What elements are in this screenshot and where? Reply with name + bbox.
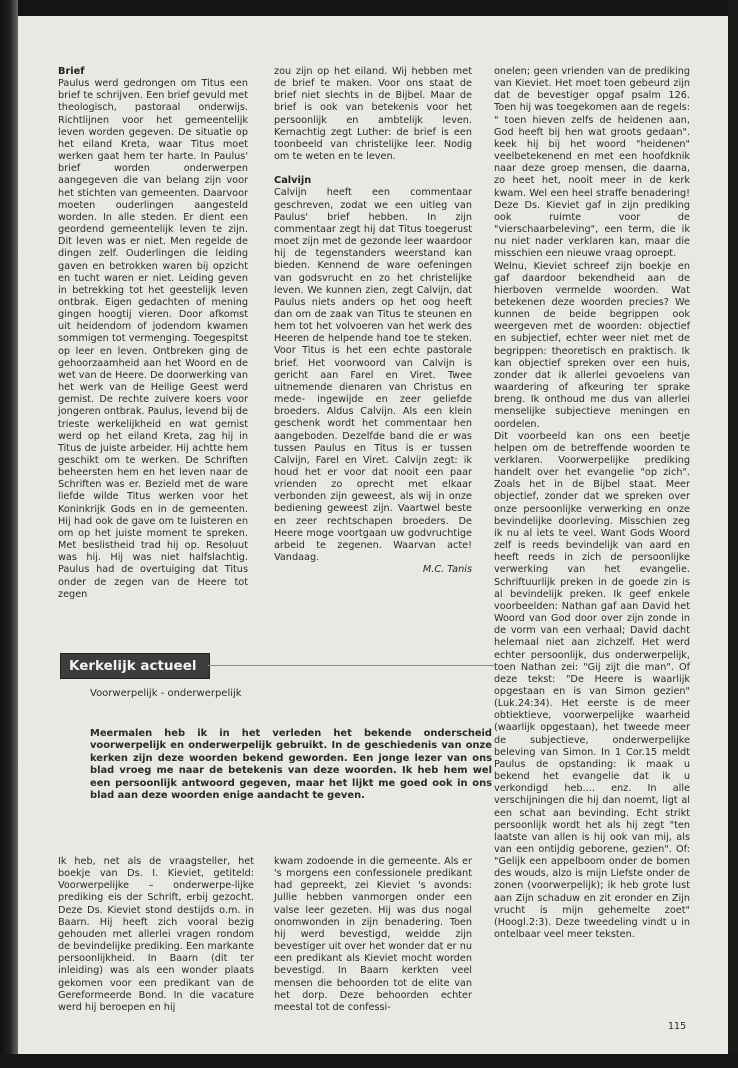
page-number: 115 [668, 1021, 687, 1032]
magazine-page [18, 16, 728, 1054]
paragraph: Calvijn heeft een commentaar geschreven, zodat we een uitleg van Paulus' brief hebben. In zijn commentaar zegt hij dat Titus toegerust moet zijn met de gezonde leer waardoor hij de tegenstanders weerstand kan bieden. Kennend de ware oefeningen van godsvrucht en zo het christelijke leven. We kunnen zien, zegt Calvijn, dat Paulus niets anders op het oog heeft dan om de zaak van Titus te steunen en hem tot het volvoeren van het werk des Heeren de helpende hand toe te steken. Voor Titus is het een echte pastorale brief. Het voorwoord van Calvijn is gericht aan Farel en Viret. Twee uitnemende dienaren van Christus en mede- ingewijde en zeer geliefde broeders. Aldus Calvijn. Als een klein geschenk wordt het commentaar hen aangeboden. Dezelfde band die er was tussen Paulus en Titus is er tussen Calvijn, Farel en Viret. Calvijn zegt: ik houd het er voor dat nooit een paar vrienden zo oprecht met elkaar verbonden zijn geweest, als wij in onze bediening geweest zijn. Vaartwel beste en zeer rechtschapen broeders. De Heere moge voortgaan uw godvruchtige arbeid te zegenen. Waarvan acte! Vandaag. [274, 187, 472, 564]
scan-right-edge [728, 0, 738, 1068]
top-article-column-2 [274, 66, 472, 576]
article-intro: Meermalen heb ik in het verleden het bekende onderscheid voorwerpelijk en onderwerpelijk gebruikt. In de geschiedenis van onze kerken zijn deze woorden bekend geworden. Een jonge lezer van ons blad vroeg me naar de betekenis van deze woorden. Ik heb hem wel een persoonlijk antwoord gegeven, maar het lijkt me goed ook in ons blad aan deze woorden enige aandacht te geven. [90, 728, 492, 802]
lower-article-column-2 [274, 856, 472, 1014]
lower-article-column-1 [58, 856, 254, 1014]
scan-binding-edge [0, 0, 18, 1068]
top-article-column-1 [58, 66, 248, 601]
section-banner-label: Kerkelijk actueel [69, 658, 197, 674]
paragraph: onelen; geen vrienden van de prediking van Kieviet. Het moet toen gebeurd zijn dat de bevestiger opgaf psalm 126. Toen hij was toegekomen aan de regels: " toen hieven zelfs de heidenen aan, God heeft bij hen wat groots gedaan". keek hij bij het woord "heidenen" veelbetekenend en met een hoofdknik naar deze groep mensen, die daarna, zo heet het, nooit meer in de kerk kwam. Wel een heel straffe benadering! Deze Ds. Kieviet gaf in zijn prediking ook ruimte voor de "vierschaarbeleving", een term, die ik nu niet nader verklaren kan, maar die misschien een nieuwe vraag oproept. [494, 66, 690, 260]
paragraph: zou zijn op het eiland. Wij hebben met de brief te maken. Voor ons staat de brief niet slechts in de Bijbel. Maar de brief is ook van betekenis voor het persoonlijk en ambtelijk leven. Kernachtig zegt Luther: de brief is een toonbeeld van christelijke leer. Nodig om te weten en te leven. [274, 66, 472, 163]
section-banner [60, 653, 210, 679]
paragraph: Paulus werd gedrongen om Titus een brief te schrijven. Een brief gevuld met theologisch, pastoraal onderwijs. Richtlijnen voor het gemeentelijk leven worden gegeven. De situatie op het eiland Kreta, waar Titus moet werken gaat hem ter harte. In Paulus' brief worden onderwerpen aangegeven die van belang zijn voor het stichten van gemeenten. Daarvoor moeten ouderlingen aangesteld worden. In alle steden. Er dient een geordend gemeentelijk leven te zijn. Dit leven was er niet. Men regelde de dingen zelf. Ouderlingen die leiding gaven en betrokken waren bij opzicht en tucht waren er niet. Leiding geven in betrekking tot het geestelijk leven ontbrak. Eigen gedachten of mening gingen hoogtij vieren. Door afkomst uit heidendom of jodendom kwamen sommigen tot vermenging. Toegespitst op leer en leven. Ontbreken ging de gehoorzaamheid aan het Woord en de wet van de Heere. De doorwerking van het werk van de Heilige Geest werd gemist. De rechte zuivere koers voor jongeren ontbrak. Paulus, levend bij de trieste werkelijkheid en wat gemist werd op het eiland Kreta, zag hij in Titus de juiste arbeider. Hij achtte hem geschikt om te werken. De Schriften beheersten hem en het leven naar de Schriften was er. Bezield met de ware liefde wilde Titus werken voor het Koninkrijk Gods en in de gemeenten. Hij had ook de gave om te luisteren en om op het juiste moment te spreken. Met beslistheid trad hij op. Resoluut was hij. Hij was niet halfslachtig. Paulus had de overtuiging dat Titus onder de zegen van de Heere tot zegen [58, 78, 248, 600]
paragraph: kwam zodoende in die gemeente. Als er 's morgens een confessionele predikant had gepreekt, zei Kieviet 's avonds: Jullie hebben vanmorgen onder een valse leer gezeten. Hij was dus nogal onomwonden in zijn benadering. Toen hij werd bevestigd, weidde zijn bevestiger uit over het wonder dat er nu een predikant als Kieviet mocht worden bevestigd. In Baarn kerkten veel mensen die behoorden tot de elite van het dorp. Deze behoorden echter meestal tot de confessi- [274, 856, 472, 1013]
scan-bottom-edge [0, 1054, 738, 1068]
spacer [274, 163, 472, 175]
scan-top-edge [0, 0, 738, 16]
article-subheading: Voorwerpelijk - onderwerpelijk [90, 688, 242, 699]
paragraph: Ik heb, net als de vraagsteller, het boekje van Ds. I. Kieviet, getiteld: Voorwerpelijke – onderwerpe-lijke prediking eis der Schrift, erbij gezocht. Deze Ds. Kieviet stond destijds o.m. in Baarn. Hij heeft zich vooral bezig gehouden met allerlei vragen rondom de bevindelijke prediking. Een markante persoonlijkheid. In Baarn (dit ter inleiding) was als een wonder plaats gekomen voor een predikant van de Gereformeerde Bond. In die vacature werd hij beroepen en hij [58, 856, 254, 1013]
heading-brief: Brief [58, 66, 85, 77]
paragraph: Welnu, Kieviet schreef zijn boekje en gaf daardoor bekendheid aan de hierboven vermelde woorden. Wat betekenen deze woorden precies? We kunnen de beide begrippen ook weergeven met de woorden: objectief en subjectief, echter weer niet met de begrippen: theoretisch en praktisch. Ik kan objectief spreken over een huis, zonder dat ik allerlei gevoelens van waardering of afkeuring ter sprake breng. Ik onthoud me dus van allerlei menselijke subjectieve meningen en oordelen. [494, 260, 690, 430]
signature: M.C. Tanis [422, 564, 472, 576]
banner-rule [208, 665, 494, 666]
heading-calvijn: Calvijn [274, 175, 312, 187]
article-column-3 [494, 66, 690, 941]
paragraph: Dit voorbeeld kan ons een beetje helpen om de betreffende woorden te verklaren. Voorwerpelijke prediking handelt over het evangelie "op zich". Zoals het in de Bijbel staat. Meer objectief, zonder dat we spreken over onze persoonlijke verwerking en onze bevindelijke doorleving. Misschien zeg ik nu al iets te veel. Want Gods Woord zelf is reeds bevindelijk van aard en heeft reeds in zich de persoonlijke verwerking van het evangelie. Schriftuurlijk preken in de goede zin is al bevindelijk preken. Ik geef enkele voorbeelden: Nathan gaf aan David het Woord van God door over zijn zonde in de vorm van een verhaal; David dacht helemaal niet aan zichzelf. Het werd echter persoonlijk, dus onderwerpelijk, toen Nathan zei: "Gij zijt die man". Of deze tekst: "De Heere is waarlijk opgestaan en is van Simon gezien" (Luk.24:34). Het eerste is de meer obtiektieve, voorwerpelijke waarheid (waarlijk opgestaan), het tweede meer de subjectieve, onderwerpelijke beleving van Simon. In 1 Cor.15 meldt Paulus de opstanding: ik maak u bekend het evangelie dat ik u verkondigd heb.... enz. In alle verschijningen die hij dan noemt, ligt al een schat aan bevinding. Echt strikt persoonlijk wordt het als hij zegt "ten laatste van allen is hij ook van mij, als van een ontijdig geborene, gezien". Of: "Gelijk een appelboom onder de bomen des wouds, alzo is mijn Liefste onder de zonen (voorwerpelijk); ik heb grote lust aan Zijn schaduw en zit eronder en Zijn vrucht is mijn gehemelte zoet" (Hoogl.2:3). Deze tweedeling vindt u in ontelbaar veel meer teksten. [494, 430, 690, 941]
